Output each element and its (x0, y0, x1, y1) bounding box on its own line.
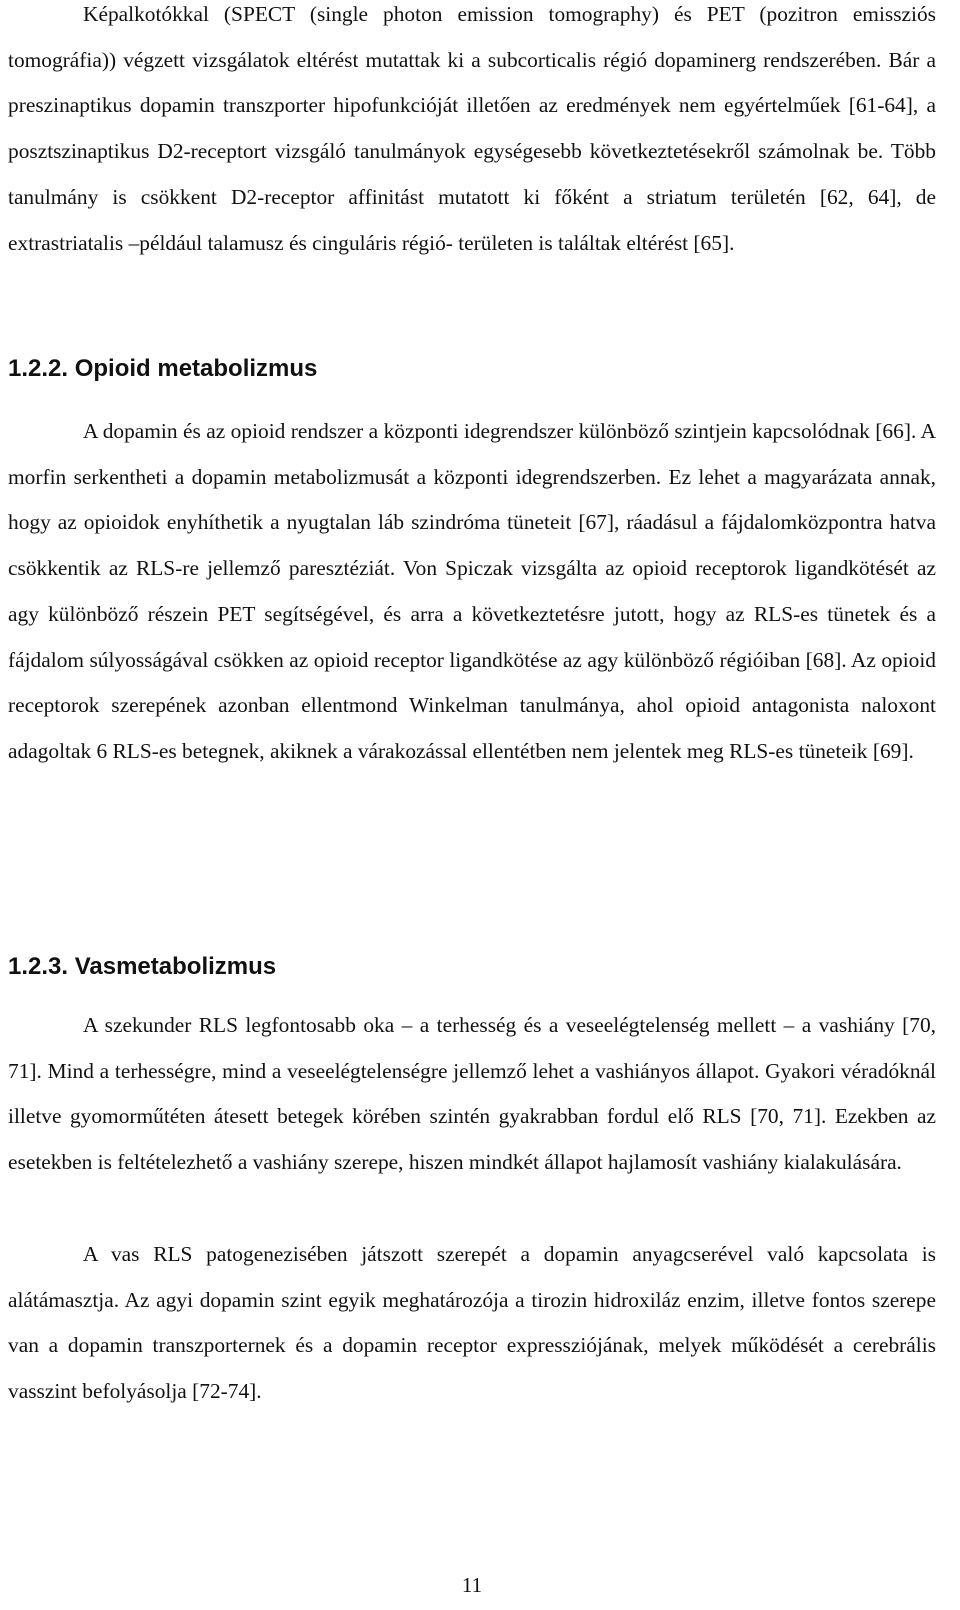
paragraph-iron-deficiency: A szekunder RLS legfontosabb oka – a terhesség és a veseelégtelenség mellett – a vashiány [70, 71]. Mind a terhességre, mind a veseelégtelenségre jellemző lehet a vashiányos állapot. Gyakori véradóknál illetve gyomorműtéten átesett betegek körében szintén gyakrabban fordul elő RLS [70, 71]. Ezekben az esetekben is feltételezhető a vashiány szerepe, hiszen mindkét állapot hajlamosít vashiány kialakulására. (8, 1013, 936, 1175)
paragraph-opioid-metabolism: A dopamin és az opioid rendszer a központi idegrendszer különböző szintjein kapcsolódnak [66]. A morfin serkentheti a dopamin metabolizmusát a központi idegrendszerben. Ez lehet a magyarázata annak, hogy az opioidok enyhíthetik a nyugtalan láb szindróma tüneteit [67], ráadásul a fájdalomközpontra hatva csökkentik az RLS-re jellemző paresztéziát. Von Spiczak vizsgálta az opioid receptorok ligandkötését az agy különböző részein PET segítségével, és arra a következtetésre jutott, hogy az RLS-es tünetek és a fájdalom súlyosságával csökken az opioid receptor ligandkötése az agy különböző régióiban [68]. Az opioid receptorok szerepének azonban ellentmond Winkelman tanulmánya, ahol opioid antagonista naloxont adagoltak 6 RLS-es betegnek, akiknek a várakozással ellentétben nem jelentek meg RLS-es tüneteik [69]. (8, 419, 936, 763)
paragraph-imaging-studies: Képalkotókkal (SPECT (single photon emission tomography) és PET (pozitron emissziós tomográfia)) végzett vizsgálatok eltérést mutattak ki a subcorticalis régió dopaminerg rendszerében. Bár a preszinaptikus dopamin transzporter hipofunkcióját illetően az eredmények nem egyértelműek [61-64], a posztszinaptikus D2-receptort vizsgáló tanulmányok egységesebb következtetésekről számolnak be. Több tanulmány is csökkent D2-receptor affinitást mutatott ki főként a striatum területén [62, 64], de extrastriatalis –például talamusz és cinguláris régió- területen is találtak eltérést [65]. (8, 2, 936, 255)
section-heading-iron-metabolism: 1.2.3. Vasmetabolizmus (8, 953, 277, 980)
page-number: 11 (461, 1573, 483, 1597)
section-heading-opioid-metabolism: 1.2.2. Opioid metabolizmus (8, 355, 318, 382)
paragraph-iron-dopamine-link: A vas RLS patogenezisében játszott szerepét a dopamin anyagcserével való kapcsolata is alátámasztja. Az agyi dopamin szint egyik meghatározója a tirozin hidroxiláz enzim, illetve fontos szerepe van a dopamin transzporternek és a dopamin receptor expressziójának, melyek működését a cerebrális vasszint befolyásolja [72-74]. (8, 1242, 936, 1404)
